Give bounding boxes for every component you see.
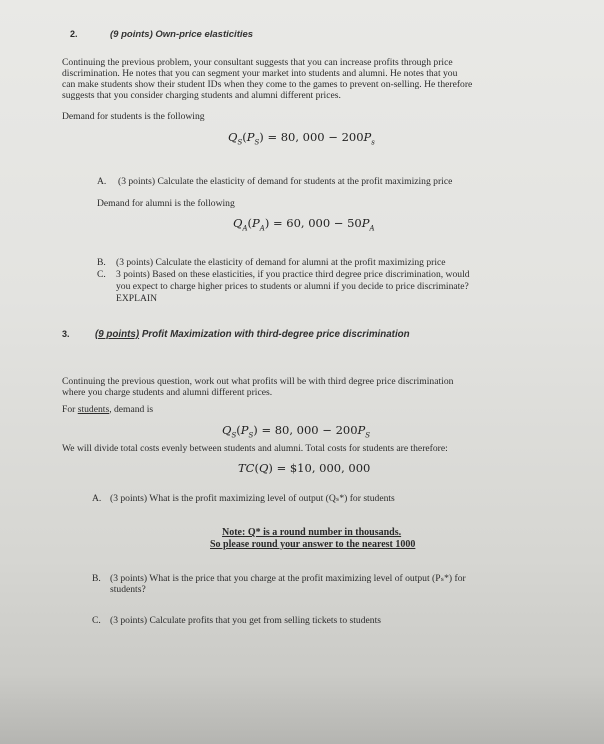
q2-title: (9 points) Own-price elasticities — [110, 29, 254, 40]
q3-for-label: For — [62, 404, 78, 415]
q2-para-line: discrimination. He notes that you can segment your market into students and alumni. He notes that you — [62, 68, 458, 79]
q3-students-equation: $Q_S(P_S) = 80$, $000 - 200P_S$ — [222, 423, 371, 440]
q2-part-c-letter: C. — [97, 269, 106, 280]
q3-title-points: (9 points) — [95, 329, 140, 340]
q2-part-c-line: 3 points) Based on these elasticities, if you practice third degree price discrimination, would — [116, 269, 470, 280]
q2-number: 2. — [70, 29, 78, 39]
q2-students-equation: $Q_S(P_S) = 80$, $000 - 200P_s$ — [228, 130, 375, 147]
q3-number: 3. — [62, 329, 70, 339]
q3-part-a-text: (3 points) What is the profit maximizing level of output (Qₛ*) for students — [110, 493, 395, 504]
q3-note-line-1: Note: Q* is a round number in thousands. — [222, 527, 402, 538]
q2-alumni-equation: $Q_A(P_A) = 60$, $000 - 50P_A$ — [233, 216, 375, 233]
q3-cost-equation: TC(Q) = $10, 000, 000 — [238, 461, 371, 475]
q3-part-c-letter: C. — [92, 615, 101, 626]
q3-para-line: Continuing the previous question, work out what profits will be with third degree price discrimination — [62, 376, 454, 387]
q3-part-b-line: students? — [110, 584, 146, 595]
q3-para-line: where you charge students and alumni different prices. — [62, 387, 273, 398]
q2-part-c-line: EXPLAIN — [116, 293, 158, 304]
q3-title-rest: Profit Maximization with third-degree price discrimination — [139, 329, 410, 340]
q2-para-line: can make students show their student IDs when they come to the games to prevent on-selling. He therefore — [62, 79, 473, 90]
paper-shadow — [0, 674, 604, 744]
q2-demand-students-label: Demand for students is the following — [62, 111, 205, 122]
q3-costs-line: We will divide total costs evenly between students and alumni. Total costs for students are therefore: — [62, 443, 448, 454]
q3-note-line-2: So please round your answer to the nearest 1000 — [210, 539, 416, 550]
q2-para-line: Continuing the previous problem, your consultant suggests that you can increase profits through price — [62, 57, 453, 68]
q3-part-b-letter: B. — [92, 573, 101, 584]
q3-eq-students-rhs: = 80, 000 − 200 — [261, 423, 358, 437]
q3-part-a-letter: A. — [92, 493, 102, 504]
q2-part-a-text: (3 points) Calculate the elasticity of demand for students at the profit maximizing price — [118, 176, 453, 187]
q2-eq-students-rhs: = 80, 000 − 200 — [267, 130, 364, 144]
q2-part-c-line: you expect to charge higher prices to students or alumni if you decide to price discriminate? — [116, 281, 469, 292]
q2-part-a-letter: A. — [97, 176, 107, 187]
q3-part-b-line: (3 points) What is the price that you charge at the profit maximizing level of output (Pₛ*) for — [110, 573, 466, 584]
q2-part-b-letter: B. — [97, 257, 106, 268]
q3-part-c-text: (3 points) Calculate profits that you get from selling tickets to students — [110, 615, 381, 626]
q2-demand-alumni-label: Demand for alumni is the following — [97, 198, 235, 209]
q3-eq-cost-rhs: = $10, 000, 000 — [276, 461, 371, 475]
q3-demand-is: , demand is — [109, 404, 154, 415]
q2-part-b-text: (3 points) Calculate the elasticity of demand for alumni at the profit maximizing price — [116, 257, 446, 268]
q3-students-word: students — [77, 404, 110, 415]
q3-title — [95, 329, 410, 340]
q2-para-line: suggests that you consider charging students and alumni different prices. — [62, 90, 341, 101]
q3-for-students-line — [62, 404, 153, 415]
q2-eq-alumni-rhs: = 60, 000 − 50 — [272, 216, 362, 230]
